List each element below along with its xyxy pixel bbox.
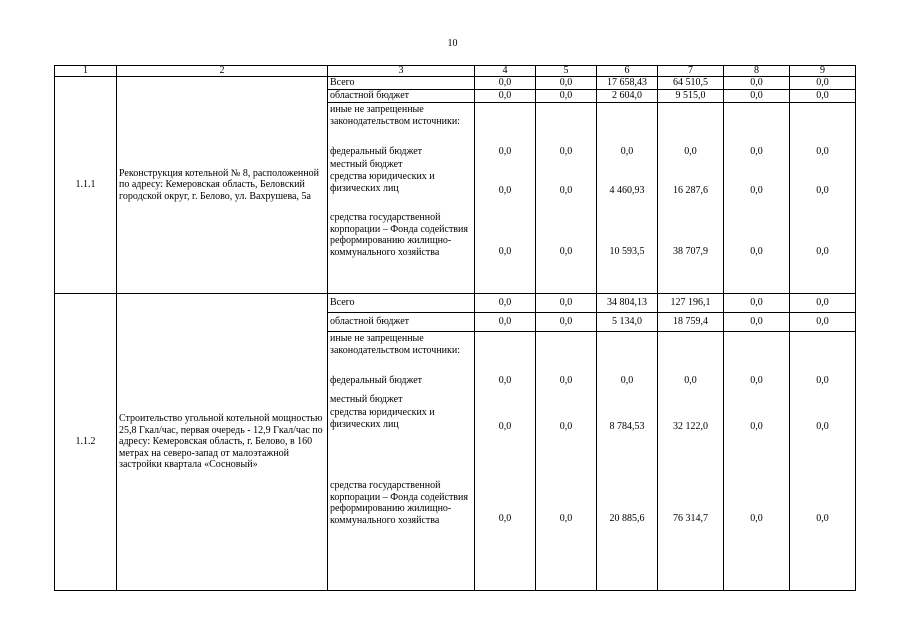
sources-cell [328, 103, 475, 294]
header-cell: 6 [597, 66, 658, 77]
value-cell: 0,0 [724, 90, 790, 103]
financing-table [54, 65, 856, 591]
value-cell: 0,0 [816, 375, 829, 386]
value-cell: 0,0 [536, 313, 597, 332]
value-cell: 10 593,5 [609, 246, 645, 257]
value-col [536, 103, 597, 294]
value-cell: 0,0 [750, 246, 763, 257]
value-col [597, 103, 658, 294]
value-cell: 0,0 [559, 246, 573, 257]
source-label: областной бюджет [328, 313, 475, 332]
legal-entities-label: средства юридических и физических лиц [330, 407, 435, 430]
value-col [475, 103, 536, 294]
value-cell: 20 885,6 [609, 513, 645, 524]
value-cell: 0,0 [620, 146, 634, 157]
header-cell: 2 [117, 66, 328, 77]
value-cell: 0,0 [750, 513, 763, 524]
value-col [658, 332, 724, 591]
value-cell: 0,0 [559, 185, 573, 196]
value-cell: 0,0 [816, 246, 829, 257]
value-cell: 0,0 [750, 421, 763, 432]
header-cell: 1 [55, 66, 117, 77]
value-cell: 5 134,0 [597, 313, 658, 332]
header-cell: 8 [724, 66, 790, 77]
value-cell: 0,0 [790, 313, 856, 332]
value-cell: 0,0 [816, 513, 829, 524]
other-sources-label: иные не запрещенные законодательством источники: [330, 104, 461, 127]
value-cell: 76 314,7 [673, 513, 708, 524]
value-col [724, 332, 790, 591]
value-cell: 0,0 [724, 77, 790, 90]
value-cell: 4 460,93 [609, 185, 645, 196]
value-cell: 0,0 [620, 375, 634, 386]
header-cell: 9 [790, 66, 856, 77]
object-name: Строительство угольной котельной мощностью 25,8 Гкал/час, первая очередь - 12,9 Гкал/час по адресу: Кемеровская область, г. Белово, в 160 метрах на северо-запад от малоэтажной застройки квартала «Сосновый» [117, 294, 328, 591]
value-cell: 0,0 [724, 294, 790, 313]
value-cell: 0,0 [498, 513, 512, 524]
value-cell: 0,0 [684, 375, 697, 386]
value-col [475, 332, 536, 591]
value-cell: 0,0 [498, 375, 512, 386]
value-cell: 0,0 [475, 313, 536, 332]
value-cell: 16 287,6 [673, 185, 708, 196]
value-cell: 0,0 [536, 77, 597, 90]
value-cell: 0,0 [475, 77, 536, 90]
value-cell: 0,0 [536, 90, 597, 103]
value-cell: 0,0 [790, 90, 856, 103]
federal-label: федеральный бюджет [330, 375, 423, 386]
source-label: областной бюджет [328, 90, 475, 103]
source-label: Всего [328, 77, 475, 90]
value-cell: 0,0 [684, 146, 697, 157]
value-cell: 0,0 [790, 77, 856, 90]
row-code: 1.1.2 [55, 294, 117, 591]
value-col [724, 103, 790, 294]
value-cell: 2 604,0 [597, 90, 658, 103]
value-cell: 17 658,43 [597, 77, 658, 90]
value-cell: 0,0 [724, 313, 790, 332]
page-number: 10 [447, 38, 458, 49]
value-cell: 0,0 [559, 146, 573, 157]
value-cell: 0,0 [559, 421, 573, 432]
value-col [790, 332, 856, 591]
value-col [597, 332, 658, 591]
value-col [790, 103, 856, 294]
header-cell: 3 [328, 66, 475, 77]
value-cell: 0,0 [498, 421, 512, 432]
legal-entities-label: средства юридических и физических лиц [330, 171, 435, 194]
value-col [536, 332, 597, 591]
value-cell: 0,0 [559, 375, 573, 386]
row-code: 1.1.1 [55, 77, 117, 294]
value-cell: 38 707,9 [673, 246, 708, 257]
value-cell: 18 759,4 [658, 313, 724, 332]
value-cell: 0,0 [498, 246, 512, 257]
local-label: местный бюджет [330, 394, 403, 405]
value-cell: 0,0 [750, 185, 763, 196]
fund-label: средства государственной корпорации – Фонда содействия реформированию жилищно-коммунального хозяйства [330, 480, 468, 526]
value-cell: 34 804,13 [597, 294, 658, 313]
value-cell: 0,0 [816, 421, 829, 432]
table-row [55, 294, 856, 313]
value-cell: 0,0 [816, 146, 829, 157]
value-cell: 127 196,1 [658, 294, 724, 313]
value-cell: 0,0 [498, 185, 512, 196]
value-cell: 0,0 [498, 146, 512, 157]
value-cell: 0,0 [536, 294, 597, 313]
fund-label: средства государственной корпорации – Фонда содействия реформированию жилищно-коммунального хозяйства [330, 212, 468, 258]
sources-cell [328, 332, 475, 591]
source-label: Всего [328, 294, 475, 313]
header-cell: 7 [658, 66, 724, 77]
value-cell: 0,0 [816, 185, 829, 196]
value-cell: 9 515,0 [658, 90, 724, 103]
value-cell: 32 122,0 [673, 421, 708, 432]
other-sources-label: иные не запрещенные законодательством источники: [330, 333, 461, 356]
value-cell: 8 784,53 [609, 421, 645, 432]
value-cell: 0,0 [559, 513, 573, 524]
table-row [55, 77, 856, 90]
value-col [658, 103, 724, 294]
value-cell: 64 510,5 [658, 77, 724, 90]
header-row [55, 66, 856, 77]
object-name: Реконструкция котельной № 8, расположенной по адресу: Кемеровская область, Беловский городской округ, г. Белово, ул. Вахрушева, 5а [117, 77, 328, 294]
value-cell: 0,0 [790, 294, 856, 313]
value-cell: 0,0 [475, 294, 536, 313]
value-cell: 0,0 [475, 90, 536, 103]
header-cell: 5 [536, 66, 597, 77]
value-cell: 0,0 [750, 375, 763, 386]
value-cell: 0,0 [750, 146, 763, 157]
local-label: местный бюджет [330, 159, 403, 170]
federal-label: федеральный бюджет [330, 146, 423, 157]
header-cell: 4 [475, 66, 536, 77]
